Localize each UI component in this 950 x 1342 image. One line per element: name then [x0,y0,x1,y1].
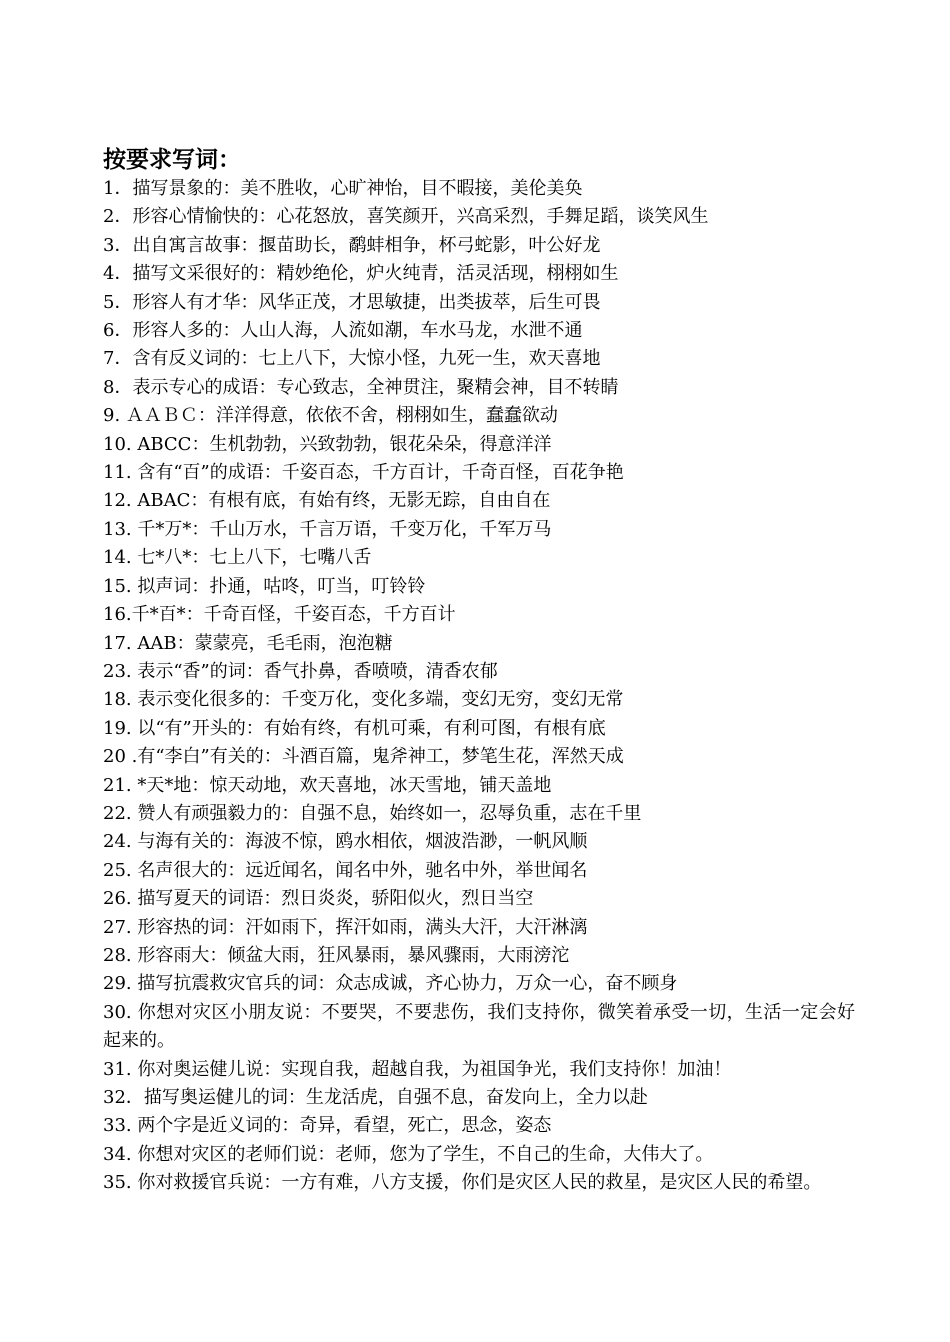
list-item: 13. 千*万*：千山万水，千言万语，千变万化，千军万马 [103,518,552,540]
list-item: 19. 以“有”开头的：有始有终，有机可乘，有利可图，有根有底 [103,717,606,739]
list-item: 2．形容心情愉快的：心花怒放，喜笑颜开，兴高采烈，手舞足蹈，谈笑风生 [103,206,709,228]
list-item: 20 .有“李白”有关的：斗酒百篇，鬼斧神工，梦笔生花，浑然天成 [103,746,624,768]
list-item: 1．描写景象的：美不胜收，心旷神怡，目不暇接，美伦美奂 [103,178,583,199]
word-list [103,175,855,1198]
list-item: 21. *天*地：惊天动地，欢天喜地，冰天雪地，铺天盖地 [103,774,552,796]
list-item: 22. 赞人有顽强毅力的：自强不息，始终如一，忍辱负重，志在千里 [103,802,642,824]
list-item: 34. 你想对灾区的老师们说：老师，您为了学生，不自己的生命，大伟大了。 [103,1143,714,1165]
list-item: 24. 与海有关的：海波不惊，鸥水相依，烟波浩渺，一帆风顺 [103,831,588,853]
list-item: 23. 表示“香”的词：香气扑鼻，香喷喷，清香农郁 [103,660,498,682]
list-item: 10. ABCC：生机勃勃，兴致勃勃，银花朵朵，得意洋洋 [103,433,552,455]
list-item: 16.千*百*：千奇百怪，千姿百态，千方百计 [103,604,456,626]
list-item: 30. 你想对灾区小朋友说：不要哭，不要悲伤，我们支持你，微笑着承受一切，生活一定会好起来的。 [103,1001,855,1052]
list-item: 14. 七*八*：七上八下，七嘴八舌 [103,547,372,569]
list-item: 17. AAB：蒙蒙亮，毛毛雨，泡泡糖 [103,632,393,654]
list-item: 7．含有反义词的：七上八下，大惊小怪，九死一生，欢天喜地 [103,348,601,370]
list-item: 18. 表示变化很多的：千变万化，变化多端，变幻无穷，变幻无常 [103,689,624,711]
list-item: 8．表示专心的成语：专心致志，全神贯注，聚精会神，目不转睛 [103,376,619,398]
list-item: 11. 含有“百”的成语：千姿百态，千方百计，千奇百怪，百花争艳 [103,462,624,484]
list-item: 9. ＡＡＢＣ：洋洋得意，依依不舍，栩栩如生，蠢蠢欲动 [103,405,558,427]
list-item: 35. 你对救援官兵说：一方有难，八方支援，你们是灾区人民的救星，是灾区人民的希望。 [103,1172,822,1194]
list-item: 31. 你对奥运健儿说：实现自我，超越自我，为祖国争光，我们支持你！加油！ [103,1058,732,1080]
list-item: 28. 形容雨大：倾盆大雨，狂风暴雨，暴风骤雨，大雨滂沱 [103,944,570,966]
list-item: 26. 描写夏天的词语：烈日炎炎，骄阳似火，烈日当空 [103,888,534,910]
list-item: 29. 描写抗震救灾官兵的词：众志成诚，齐心协力，万众一心，奋不顾身 [103,973,678,995]
document-heading: 按要求写词： [103,147,241,173]
document-page [103,145,855,1198]
list-item: 15. 拟声词：扑通，咕咚，叮当，叮铃铃 [103,575,426,597]
list-item: 33. 两个字是近义词的：奇异，看望，死亡，思念，姿态 [103,1115,552,1137]
list-item: 6．形容人多的：人山人海，人流如潮，车水马龙，水泄不通 [103,320,583,342]
list-item: 5．形容人有才华：风华正茂，才思敏捷，出类拔萃，后生可畏 [103,291,601,313]
list-item: 3．出自寓言故事：揠苗助长，鹬蚌相争，杯弓蛇影，叶公好龙 [103,234,601,256]
list-item: 25. 名声很大的：远近闻名，闻名中外，驰名中外，举世闻名 [103,859,588,881]
list-item: 32．描写奥运健儿的词：生龙活虎，自强不息，奋发向上，全力以赴 [103,1087,648,1108]
list-item: 27. 形容热的词：汗如雨下，挥汗如雨，满头大汗，大汗淋漓 [103,916,588,938]
list-item: 4．描写文采很好的：精妙绝伦，炉火纯青，活灵活现，栩栩如生 [103,263,619,285]
list-item: 12. ABAC：有根有底，有始有终，无影无踪，自由自在 [103,490,551,512]
